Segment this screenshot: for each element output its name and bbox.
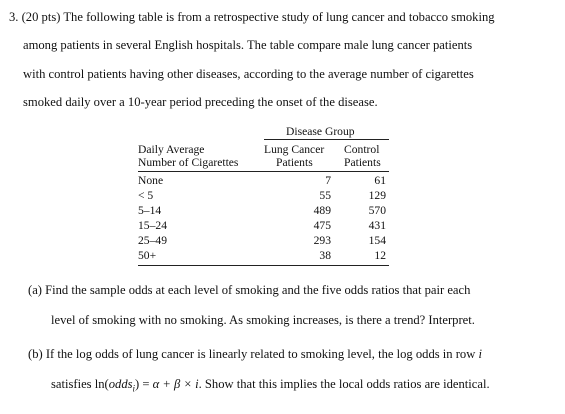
controls-count: 129 [368,189,386,202]
row-header-line-1: Daily Average [138,143,205,156]
part-a-line-2: level of smoking with no smoking. As smoking increases, is there a trend? Interpret. [51,313,475,327]
table-row [138,234,389,250]
controls-count: 431 [368,219,386,232]
controls-header-line-2: Patients [344,156,381,169]
cases-count: 489 [313,204,331,217]
part-b-line-2 [51,377,490,394]
controls-count: 570 [368,204,386,217]
log-odds-prefix: satisfies ln( [51,377,109,391]
bottom-rule [138,265,389,266]
cases-header-line-1: Lung Cancer [264,143,325,156]
cases-count: 475 [313,219,331,232]
controls-count: 61 [374,174,386,187]
smoking-level: 50+ [138,249,157,262]
problem-intro-line-4: smoked daily over a 10-year period preceding the onset of the disease. [23,95,378,109]
smoking-level: 25–49 [138,234,167,247]
group-header-rule [264,139,389,140]
controls-count: 12 [374,249,386,262]
equals-sign: ) = [135,377,153,391]
table-row [138,189,389,205]
table-row [138,249,389,265]
problem-intro-line-2: among patients in several English hospitals. The table compare male lung cancer patients [23,38,473,52]
smoking-level: 5–14 [138,204,162,217]
problem-intro-line-3: with control patients having other diseases, according to the average number of cigarettes [23,67,474,81]
odds-subscript: i [132,383,136,394]
controls-header-line-1: Control [344,143,380,156]
odds-variable: odds [108,377,133,391]
problem-intro-line-1: 3. (20 pts) The following table is from a retrospective study of lung cancer and tobacco smoking [9,10,495,24]
disease-group-header: Disease Group [286,125,355,138]
smoking-level: None [138,174,164,187]
part-b-line-1-text: (b) If the log odds of lung cancer is linearly related to smoking level, the log odds in row [28,347,476,361]
row-header-line-2: Number of Cigarettes [138,156,239,169]
table-row [138,204,389,220]
cases-count: 293 [313,234,331,247]
linear-formula: α + β × i [152,377,199,391]
row-index-variable: i [478,347,482,361]
cases-count: 7 [325,174,331,187]
smoking-level: 15–24 [138,219,167,232]
header-rule [138,171,389,172]
part-a-line-1: (a) Find the sample odds at each level of smoking and the five odds ratios that pair each [28,283,471,297]
cases-header-line-2: Patients [276,156,313,169]
table-row [138,174,389,190]
cases-count: 38 [319,249,331,262]
controls-count: 154 [368,234,386,247]
cases-count: 55 [319,189,331,202]
part-b-line-1 [28,347,482,362]
part-b-line-2-text: . Show that this implies the local odds ratios are identical. [198,377,490,391]
smoking-level: < 5 [138,189,154,202]
table-row [138,219,389,235]
